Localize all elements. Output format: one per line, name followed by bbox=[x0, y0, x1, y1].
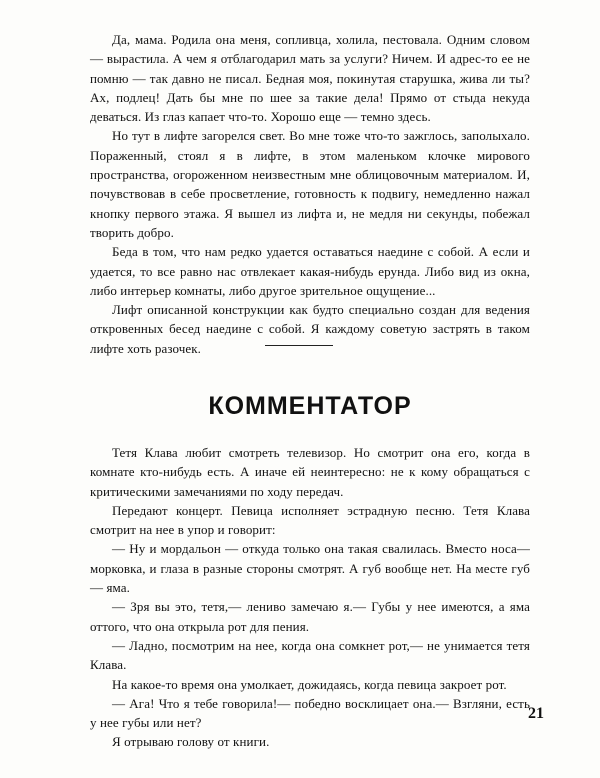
paragraph: — Ну и мордальон — откуда только она такая свалилась. Вместо носа—морковка, и глаза в разные стороны смотрят. А губ вообще нет. На месте губ — яма. bbox=[90, 541, 530, 596]
story-text bbox=[90, 443, 530, 752]
paragraph: На какое-то время она умолкает, дожидаясь, когда певица закроет рот. bbox=[112, 676, 507, 692]
paragraph: Лифт описанной конструкции как будто специально создан для ведения откровенных бесед наедине с собой. Я каждому советую застрять в таком лифте хоть разочек. bbox=[90, 302, 530, 356]
paragraph: — Ладно, посмотрим на нее, когда она сомкнет рот,— не унимается тетя Клава. bbox=[90, 637, 530, 673]
paragraph: Тетя Клава любит смотреть телевизор. Но смотрит она его, когда в комнате кто-нибудь есть. А иначе ей неинтересно: не к кому обращаться с критическими замечаниями по ходу передач. bbox=[90, 445, 530, 499]
page-number: 21 bbox=[528, 705, 544, 722]
paragraph: — Зря вы это, тетя,— лениво замечаю я.— Губы у нее имеются, а яма оттого, что она открыла рот для пения. bbox=[90, 599, 530, 634]
paragraph: Да, мама. Родила она меня, сопливца, холила, пестовала. Одним словом — вырастила. А чем я отблагодарил мать за услуги? Ничем. И адрес-то ее не помню — так давно не писал. Бедная моя, покинутая старушка, жива ли ты? Ах, подлец! Дать бы мне по шее за такие дела! Прямо от стыда некуда деваться. Из глаз капает что-то. Хорошо еще — темно здесь. bbox=[90, 32, 530, 125]
section-divider bbox=[265, 345, 333, 346]
paragraph: Передают концерт. Певица исполняет эстрадную песню. Тетя Клава смотрит на нее в упор и говорит: bbox=[90, 502, 530, 538]
paragraph: Беда в том, что нам редко удается оставаться наедине с собой. А если и удается, то все равно нас отвлекает какая-нибудь ерунда. Либо вид из окна, либо интерьер комнаты, либо другое зрительное ощущение... bbox=[90, 244, 530, 298]
story-title: КОММЕНТАТОР bbox=[208, 392, 412, 420]
paragraph: Я отрываю голову от книги. bbox=[112, 734, 270, 750]
paragraph: — Ага! Что я тебе говорила!— победно восклицает она.— Взгляни, есть у нее губы или нет? bbox=[90, 695, 530, 731]
story-ending-text bbox=[90, 30, 530, 358]
paragraph: Но тут в лифте загорелся свет. Во мне тоже что-то зажглось, заполыхало. Пораженный, стоял я в лифте, в этом маленьком клочке мирового пространства, огороженном неизвестным мне облицовочным материалом. И, почувствовав в себе просветление, готовность к подвигу, немедленно нажал кнопку первого этажа. Я вышел из лифта и, не медля ни секунды, побежал творить добро. bbox=[90, 128, 530, 240]
